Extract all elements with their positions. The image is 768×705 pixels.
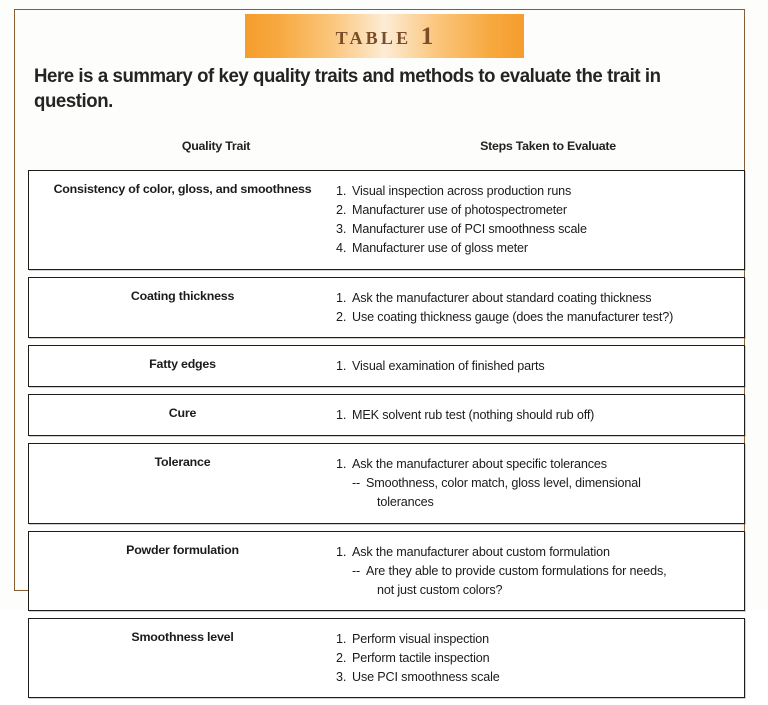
step-text: MEK solvent rub test (nothing should rub off) (352, 407, 595, 422)
sub-item-dash: -- (352, 476, 361, 491)
quality-trait-cell: Fatty edges (149, 356, 216, 371)
step-item (336, 357, 736, 376)
steps-cell (336, 532, 744, 610)
steps-cell (336, 619, 744, 697)
table-rows-container (28, 170, 745, 705)
quality-trait-cell: Cure (168, 405, 197, 420)
table-row (28, 531, 745, 611)
step-item (336, 308, 736, 327)
table-row (28, 345, 745, 387)
sub-item-text (366, 474, 686, 512)
table-row (28, 443, 745, 523)
step-item (336, 543, 736, 562)
step-item (336, 289, 736, 308)
step-number: 3. (336, 670, 347, 685)
step-number: 1. (336, 457, 347, 472)
steps-cell (336, 444, 744, 522)
figure-content (14, 9, 745, 685)
sub-item-text-line2: not just custom colors? (377, 582, 503, 597)
step-text: Use coating thickness gauge (does the manufacturer test?) (352, 309, 674, 324)
step-number: 1. (336, 290, 347, 305)
step-text: Use PCI smoothness scale (352, 670, 500, 685)
table-row (28, 394, 745, 436)
step-item (336, 239, 736, 258)
step-number: 1. (336, 631, 347, 646)
steps-cell (336, 395, 744, 435)
quality-trait-cell: Powder formulation (126, 542, 239, 557)
step-number: 1. (336, 358, 347, 373)
step-sub-item (336, 474, 736, 512)
step-number: 2. (336, 203, 347, 218)
step-number: 1. (336, 407, 347, 422)
quality-trait-cell: Tolerance (154, 455, 211, 470)
step-item (336, 455, 736, 474)
step-number: 1. (336, 184, 347, 198)
steps-cell (336, 346, 744, 386)
step-text: Manufacturer use of gloss meter (352, 241, 528, 256)
step-sub-item (336, 562, 736, 600)
table-row (28, 618, 745, 698)
step-number: 3. (336, 222, 347, 237)
step-number: 4. (336, 241, 347, 256)
step-item (336, 630, 736, 649)
quality-trait-cell: Smoothness level (131, 629, 234, 644)
step-text: Manufacturer use of PCI smoothness scale (352, 222, 587, 237)
step-number: 2. (336, 651, 347, 666)
sub-item-dash: -- (352, 563, 361, 578)
intro-caption: Here is a summary of key quality traits and methods to evaluate the trait in question. (34, 65, 661, 112)
column-header-quality-trait: Quality Trait (181, 139, 251, 153)
step-number: 1. (336, 544, 347, 559)
step-text: Ask the manufacturer about standard coating thickness (352, 290, 652, 305)
step-text: Ask the manufacturer about specific tolerances (352, 457, 607, 472)
sub-item-text-line2: tolerances (377, 495, 434, 510)
quality-trait-cell: Coating thickness (130, 288, 235, 303)
steps-cell (336, 171, 744, 269)
step-number: 2. (336, 309, 347, 324)
step-text: Visual inspection across production runs (352, 184, 572, 198)
steps-cell (336, 278, 744, 337)
step-item (336, 406, 736, 425)
step-item (336, 201, 736, 220)
step-item (336, 649, 736, 668)
column-header-steps-taken: Steps Taken to Evaluate (480, 139, 616, 153)
step-item (336, 220, 736, 239)
sub-item-text (366, 562, 686, 600)
step-text: Ask the manufacturer about custom formulation (352, 544, 610, 559)
sub-item-text-line1: Are they able to provide custom formulations for needs, (366, 563, 667, 578)
table-number-label: table 1 (335, 22, 437, 50)
table-row (28, 277, 745, 338)
table-number-banner (245, 14, 524, 58)
step-text: Visual examination of finished parts (352, 358, 545, 373)
step-text: Perform visual inspection (352, 631, 489, 646)
sub-item-text-line1: Smoothness, color match, gloss level, dimensional (366, 476, 641, 491)
column-header-row (28, 139, 745, 157)
step-text: Manufacturer use of photospectrometer (352, 203, 567, 218)
step-text: Perform tactile inspection (352, 651, 490, 666)
step-item (336, 668, 736, 687)
quality-trait-cell: Consistency of color, gloss, and smoothness (53, 182, 312, 196)
step-item (336, 182, 736, 201)
table-row (28, 170, 745, 270)
